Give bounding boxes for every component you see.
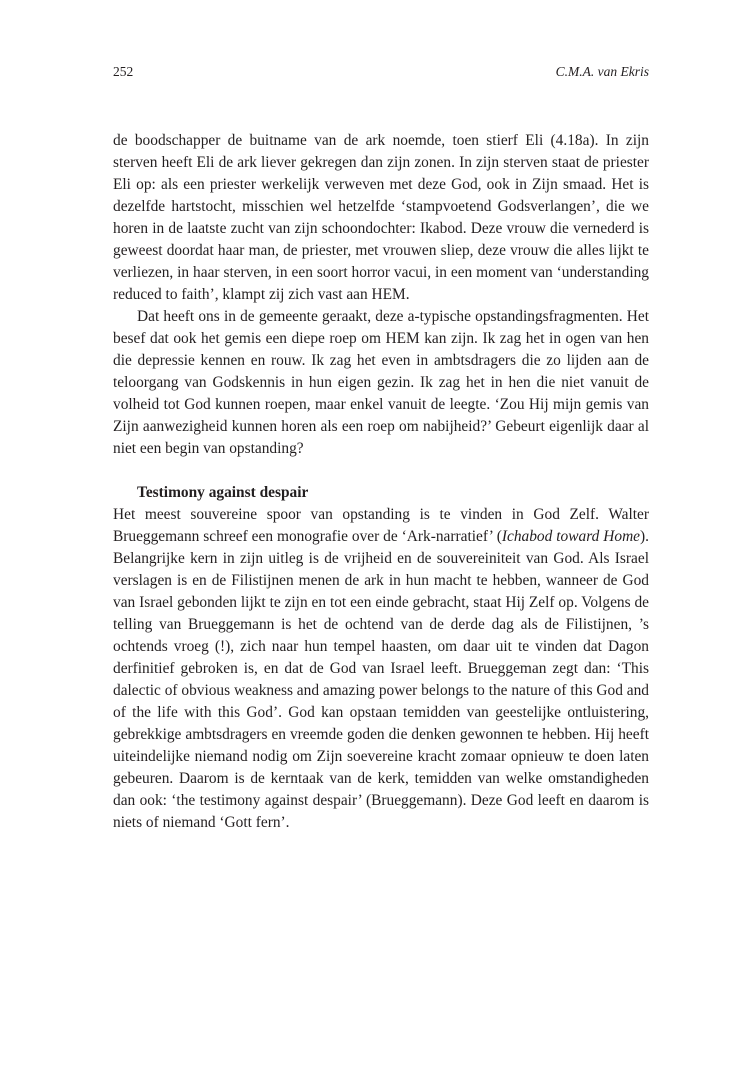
paragraph-3-part-a: Het meest souvereine spoor van opstanding is te vinden in God Zelf. Walter Brueggemann schreef een monografie over de ‘Ark-narratief’ ( bbox=[113, 506, 649, 545]
paragraph-3 bbox=[113, 504, 649, 834]
page-number: 252 bbox=[113, 64, 134, 79]
section-heading: Testimony against despair bbox=[137, 484, 309, 501]
paragraph-1: de boodschapper de buitname van de ark noemde, toen stierf Eli (4.18a). In zijn sterven heeft Eli de ark liever gekregen dan zijn zonen. In zijn sterven staat de priester Eli op: als een priester werkelijk verweven met deze God, ook in Zijn smaad. Het is dezelfde hartstocht, misschien wel hetzelfde ‘stampvoetend Godsverlangen’, die we horen in de laatste zucht van zijn schoondochter: Ikabod. Deze vrouw die vernederd is geweest doordat haar man, de priester, met vrouwen sliep, deze vrouw die alles lijkt te verliezen, in haar sterven, in een soort horror vacui, in een moment van ‘understanding reduced to faith’, klampt zij zich vast aan HEM. bbox=[113, 132, 649, 303]
running-head: C.M.A. van Ekris bbox=[555, 64, 649, 79]
page-header bbox=[113, 64, 649, 84]
book-title-italic: Ichabod toward Home bbox=[501, 528, 641, 545]
paragraph-3-part-b: ). Belangrijke kern in zijn uitleg is de vrijheid en de souvereiniteit van God. Als Israel verslagen is en de Filistijnen menen de ark in hun macht te hebben, wanneer de God van Israel gebonden lijkt te zijn en tot een einde gebracht, staat Hij Zelf op. Volgens de telling van Brueggemann is het de ochtend van de derde dag als de Filistijnen, ’s ochtends vroeg (!), zich naar hun tempel haasten, om daar uit te vinden dat Dagon derfinitief gebroken is, en dat de God van Israel leeft. Brueggeman zegt dan: ‘This dalectic of obvious weakness and amazing power belongs to the nature of this God and of the life with this God’. God kan opstaan temidden van geestelijke ontluistering, gebrekkige ambtsdragers en vreemde goden die denken gewonnen te hebben. Hij heeft uiteindelijke niemand nodig om Zijn soevereine kracht zomaar opnieuw te doen laten gebeuren. Daarom is de kerntaak van de kerk, temidden van welke omstandigheden dan ook: ‘the testimony against despair’ (Brueggemann). Deze God leeft en daarom is niets of niemand ‘Gott fern’. bbox=[113, 528, 650, 831]
paragraph-2: Dat heeft ons in de gemeente geraakt, deze a-typische opstandingsfragmenten. Het besef dat ook het gemis een diepe roep om HEM kan zijn. Ik zag het in ogen van hen die depressie kennen en rouw. Ik zag het even in ambtsdragers die zo lijden aan de teloorgang van Godskennis in hun eigen gezin. Ik zag het in hen die niet vanuit de volheid tot God kunnen roepen, maar enkel vanuit de leegte. ‘Zou Hij mijn gemis van Zijn aanwezigheid kunnen horen als een roep om nabijheid?’ Gebeurt eigenlijk daar al niet een begin van opstanding? bbox=[113, 308, 649, 457]
body-text bbox=[113, 130, 649, 834]
